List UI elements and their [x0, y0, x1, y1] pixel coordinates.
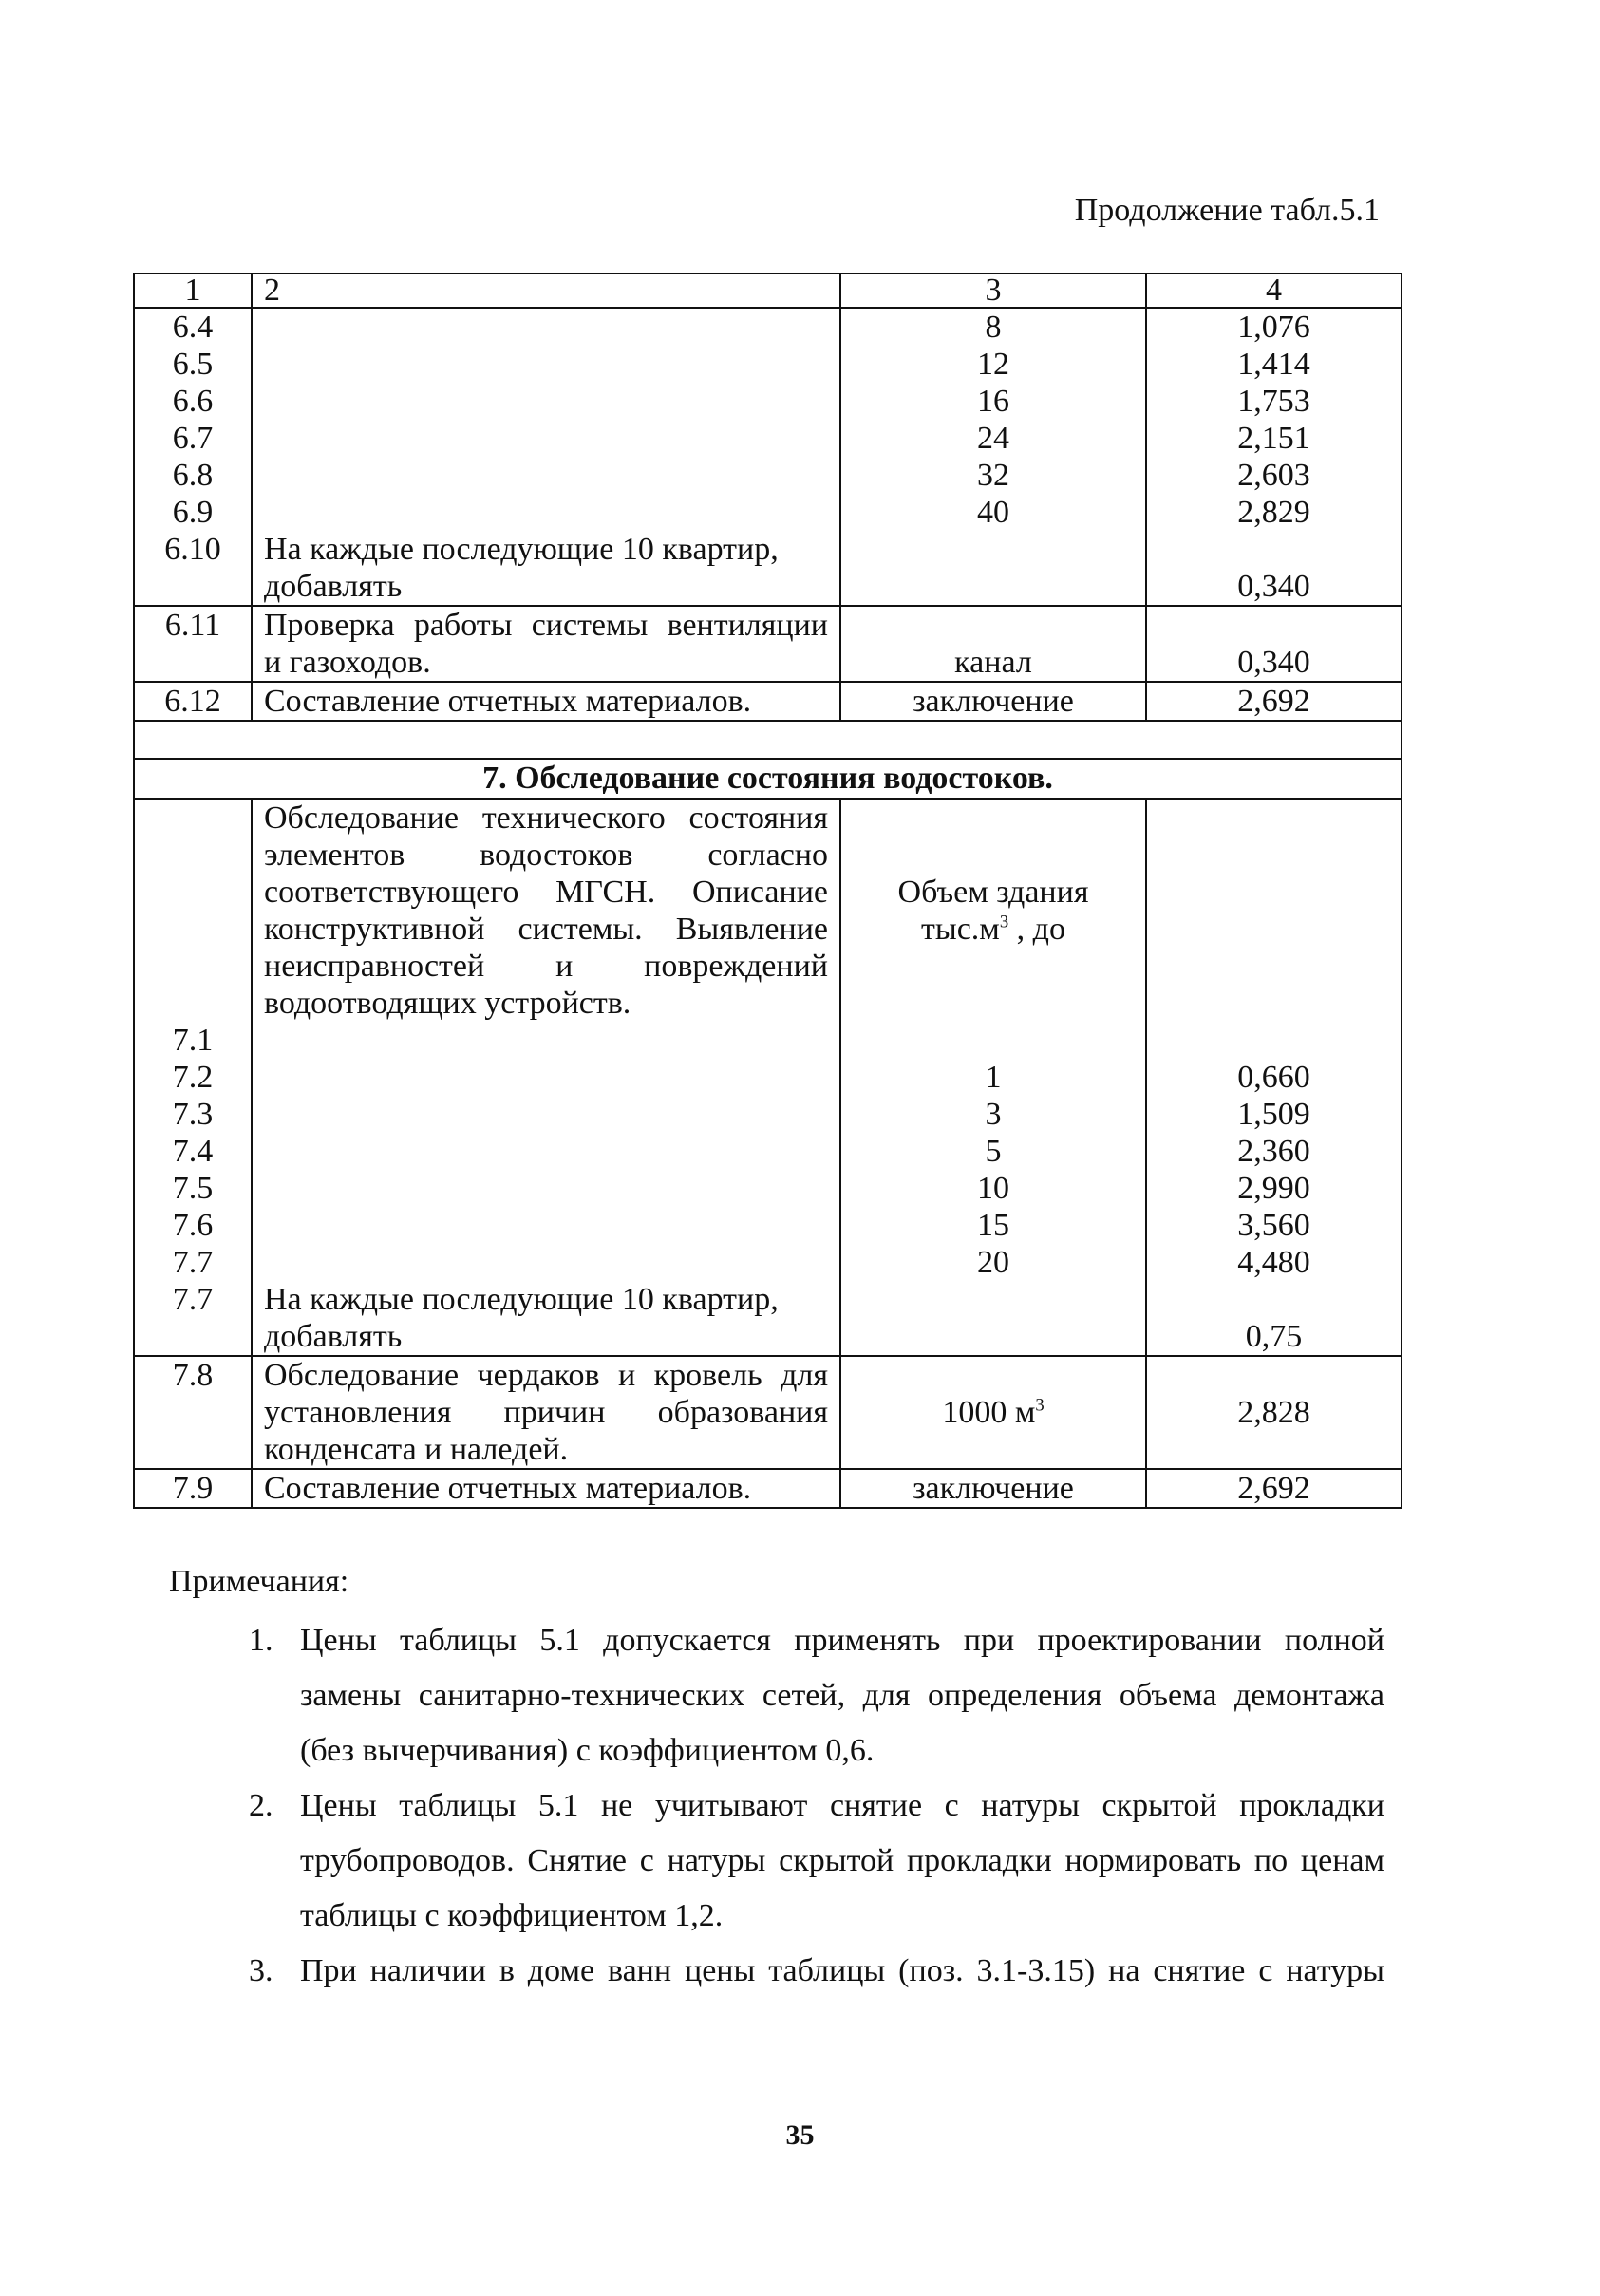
section-title: 7. Обследование состояния водостоков.: [134, 759, 1402, 799]
note-item: [169, 1778, 1384, 1944]
price-value: 2,603: [1237, 458, 1310, 493]
description-line: установления причин образования: [264, 1395, 828, 1430]
price-value: 2,151: [1237, 421, 1310, 456]
row-number: 7.7: [172, 1245, 214, 1280]
row-number: 7.4: [172, 1134, 214, 1169]
description-line: и газоходов.: [264, 645, 431, 680]
price-value: 3,560: [1237, 1208, 1310, 1243]
header-col-1: 1: [134, 273, 252, 308]
description-line: На каждые последующие 10 квартир,: [264, 1282, 779, 1317]
description-line: добавлять: [264, 1319, 403, 1354]
quantity-value: 8: [985, 310, 1002, 345]
quantity-value: 40: [977, 495, 1009, 530]
price-value: 0,660: [1237, 1060, 1310, 1095]
price-value: 1,509: [1237, 1097, 1310, 1132]
description-line: конструктивной системы. Выявление: [264, 912, 828, 947]
row-number: 6.12: [134, 682, 252, 721]
table-row: [134, 308, 1402, 606]
description-line: неисправностей и повреждений: [264, 949, 828, 984]
unit-value: заключение: [840, 1469, 1146, 1508]
description-cell: [252, 799, 840, 1356]
description-cell: [252, 308, 840, 606]
price-cell: [1146, 799, 1402, 1356]
note-line: трубопроводов. Снятие с натуры скрытой прокладки нормировать по ценам: [300, 1843, 1384, 1878]
table-header-row: [134, 273, 1402, 308]
row-number-cell: [134, 799, 252, 1356]
row-number: 6.7: [172, 421, 214, 456]
description-line: водоотводящих устройств.: [264, 986, 631, 1021]
row-number: 7.3: [172, 1097, 214, 1132]
note-line: таблицы с коэффициентом 1,2.: [300, 1898, 724, 1933]
header-col-3: 3: [840, 273, 1146, 308]
row-number: 7.2: [172, 1060, 214, 1095]
description-cell: Составление отчетных материалов.: [252, 1469, 840, 1508]
row-number: 7.9: [134, 1469, 252, 1508]
price-value: 2,990: [1237, 1171, 1310, 1206]
row-number-cell: [134, 606, 252, 682]
row-number: 7.7: [172, 1282, 214, 1317]
notes-title: Примечания:: [169, 1564, 349, 1599]
description-line: Проверка работы системы вентиляции: [264, 608, 828, 643]
row-number: 6.10: [164, 532, 221, 567]
note-number: 3.: [249, 1953, 273, 1988]
row-number: 6.5: [172, 347, 214, 382]
price-value: 0,340: [1237, 645, 1310, 680]
description-line: элементов водостоков согласно: [264, 837, 828, 873]
quantity-value: 10: [977, 1171, 1009, 1206]
unit-label: $тыс.м^3$ , до: [921, 912, 1065, 947]
description-line: конденсата и наледей.: [264, 1432, 569, 1467]
header-col-2: 2: [252, 273, 840, 308]
quantity-value: 24: [977, 421, 1009, 456]
price-cell: [1146, 308, 1402, 606]
note-line: Цены таблицы 5.1 не учитывают снятие с натуры скрытой прокладки: [300, 1788, 1384, 1823]
quantity-value: 5: [985, 1134, 1002, 1169]
quantity-value: 20: [977, 1245, 1009, 1280]
page-number: 35: [785, 2119, 815, 2151]
price-value: 2,828: [1237, 1395, 1310, 1430]
price-value: 2,360: [1237, 1134, 1310, 1169]
unit-cell: [840, 1356, 1146, 1469]
unit-value: 1000 $м^3$: [942, 1395, 1045, 1430]
description-cell: [252, 1356, 840, 1469]
note-line: Цены таблицы 5.1 допускается применять при проектировании полной: [300, 1623, 1384, 1658]
quantity-cell: [840, 799, 1146, 1356]
price-value: 2,692: [1146, 1469, 1402, 1508]
table-row: [134, 606, 1402, 682]
quantity-value: 16: [977, 384, 1009, 419]
note-line: При наличии в доме ванн цены таблицы (поз. 3.1-3.15) на снятие с натуры: [300, 1953, 1384, 1988]
row-number: 7.8: [134, 1356, 252, 1469]
unit-cell: [840, 606, 1146, 682]
price-cell: [1146, 606, 1402, 682]
unit-value: заключение: [840, 682, 1146, 721]
header-col-4: 4: [1146, 273, 1402, 308]
row-number: 6.11: [164, 608, 221, 643]
quantity-value: 15: [977, 1208, 1009, 1243]
price-value: 1,753: [1237, 384, 1310, 419]
table-row: [134, 1469, 1402, 1508]
quantity-value: 12: [977, 347, 1009, 382]
row-number: 6.8: [172, 458, 214, 493]
description-line: добавлять: [264, 569, 403, 604]
description-line: На каждые последующие 10 квартир,: [264, 532, 779, 567]
unit-label: Объем здания: [897, 875, 1089, 910]
price-value: 4,480: [1237, 1245, 1310, 1280]
description-line: Обследование чердаков и кровель для: [264, 1358, 828, 1393]
note-item: [169, 1944, 1384, 1999]
price-value: 2,692: [1146, 682, 1402, 721]
description-cell: Составление отчетных материалов.: [252, 682, 840, 721]
row-number: 6.6: [172, 384, 214, 419]
price-table: [133, 273, 1402, 1509]
row-number: 6.4: [172, 310, 214, 345]
price-value: 0,340: [1237, 569, 1310, 604]
price-value: 2,829: [1237, 495, 1310, 530]
quantity-cell: [840, 308, 1146, 606]
unit-value: канал: [954, 645, 1032, 680]
description-line: соответствующего МГСН. Описание: [264, 875, 828, 910]
price-value: 1,414: [1237, 347, 1310, 382]
row-number: 7.1: [172, 1023, 214, 1058]
quantity-value: 32: [977, 458, 1009, 493]
note-line: замены санитарно-технических сетей, для определения объема демонтажа: [300, 1678, 1384, 1713]
note-item: [169, 1613, 1384, 1778]
section-spacer-row: [134, 721, 1402, 759]
table-caption: Продолжение табл.5.1: [1074, 193, 1380, 228]
note-number: 2.: [249, 1788, 273, 1823]
row-number: 7.5: [172, 1171, 214, 1206]
section-heading-row: [134, 759, 1402, 799]
quantity-value: 1: [985, 1060, 1002, 1095]
row-number: 7.6: [172, 1208, 214, 1243]
note-line: (без вычерчивания) с коэффициентом 0,6.: [300, 1733, 875, 1768]
row-number-cell: [134, 308, 252, 606]
table-row: [134, 799, 1402, 1356]
notes-section: [169, 1564, 1384, 1999]
price-cell: [1146, 1356, 1402, 1469]
description-cell: [252, 606, 840, 682]
table-row: [134, 1356, 1402, 1469]
row-number: 6.9: [172, 495, 214, 530]
description-line: Обследование технического состояния: [264, 800, 828, 836]
table-row: [134, 682, 1402, 721]
price-value: 1,076: [1237, 310, 1310, 345]
note-number: 1.: [249, 1623, 273, 1658]
price-value: 0,75: [1245, 1319, 1303, 1354]
quantity-value: 3: [985, 1097, 1002, 1132]
